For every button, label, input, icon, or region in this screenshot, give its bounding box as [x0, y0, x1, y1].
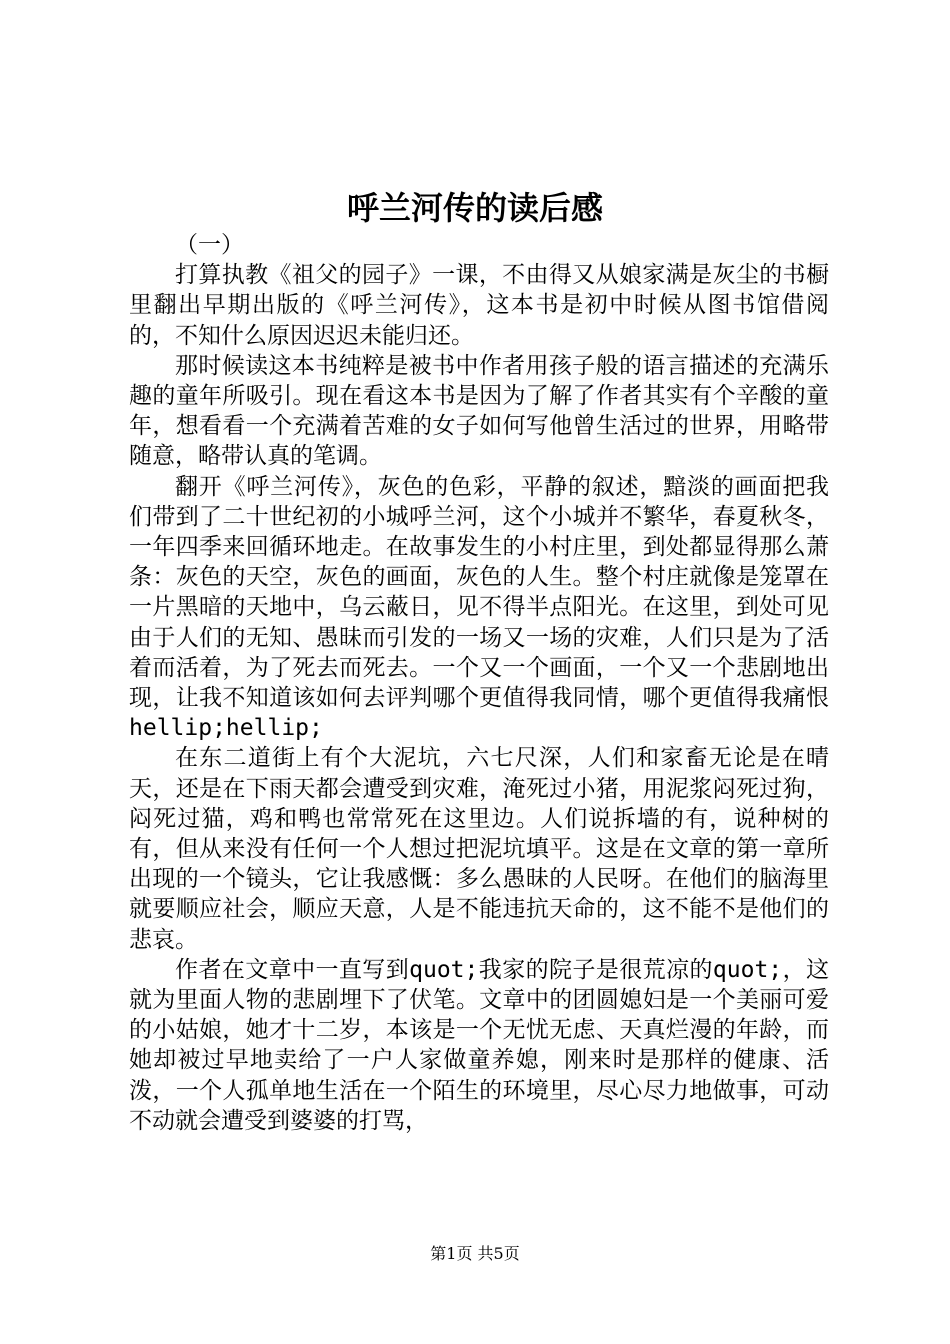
paragraph: 作者在文章中一直写到quot;我家的院子是很荒凉的quot;，这就为里面人物的悲剧埋下了伏笔。文章中的团圆媳妇是一个美丽可爱的小姑娘，她才十二岁，本该是一个无忧无虑、天真烂漫的年龄，而她却被过早地卖给了一户人家做童养媳，刚来时是那样的健康、活泼，一个人孤单地生活在一个陌生的环境里，尽心尽力地做事，可动不动就会遭受到婆婆的打骂，: [129, 956, 829, 1134]
paragraph: 翻开《呼兰河传》，灰色的色彩，平静的叙述，黯淡的画面把我们带到了二十世纪初的小城呼兰河，这个小城并不繁华，春夏秋冬，一年四季来回循环地走。在故事发生的小村庄里，到处都显得那么萧条：灰色的天空，灰色的画面，灰色的人生。整个村庄就像是笼罩在一片黑暗的天地中，乌云蔽日，见不得半点阳光。在这里，到处可见由于人们的无知、愚昧而引发的一场又一场的灾难，人们只是为了活着而活着，为了死去而死去。一个又一个画面，一个又一个悲剧地出现，让我不知道该如何去评判哪个更值得我同情，哪个更值得我痛恨hellip;hellip;: [129, 473, 829, 742]
section-label: （一）: [175, 232, 244, 258]
paragraph: 在东二道街上有个大泥坑，六七尺深，人们和家畜无论是在晴天，还是在下雨天都会遭受到灾难，淹死过小猪，用泥浆闷死过狗，闷死过猫，鸡和鸭也常常死在这里边。人们说拆墙的有，说种树的有，但从来没有任何一个人想过把泥坑填平。这是在文章的第一章所出现的一个镜头，它让我感慨：多么愚昧的人民呀。在他们的脑海里就要顺应社会，顺应天意，人是不能违抗天命的，这不能不是他们的悲哀。: [129, 745, 829, 953]
page-title: 呼兰河传的读后感: [346, 189, 603, 227]
page-footer: 第1页 共5页: [430, 1244, 520, 1263]
article-body: [129, 230, 829, 1136]
paragraph: 打算执教《祖父的园子》一课，不由得又从娘家满是灰尘的书橱里翻出早期出版的《呼兰河传》，这本书是初中时候从图书馆借阅的，不知什么原因迟迟未能归还。: [129, 262, 829, 349]
paragraph: 那时候读这本书纯粹是被书中作者用孩子般的语言描述的充满乐趣的童年所吸引。现在看这本书是因为了解了作者其实有个辛酸的童年，想看看一个充满着苦难的女子如何写他曾生活过的世界，用略带随意，略带认真的笔调。: [129, 352, 829, 470]
